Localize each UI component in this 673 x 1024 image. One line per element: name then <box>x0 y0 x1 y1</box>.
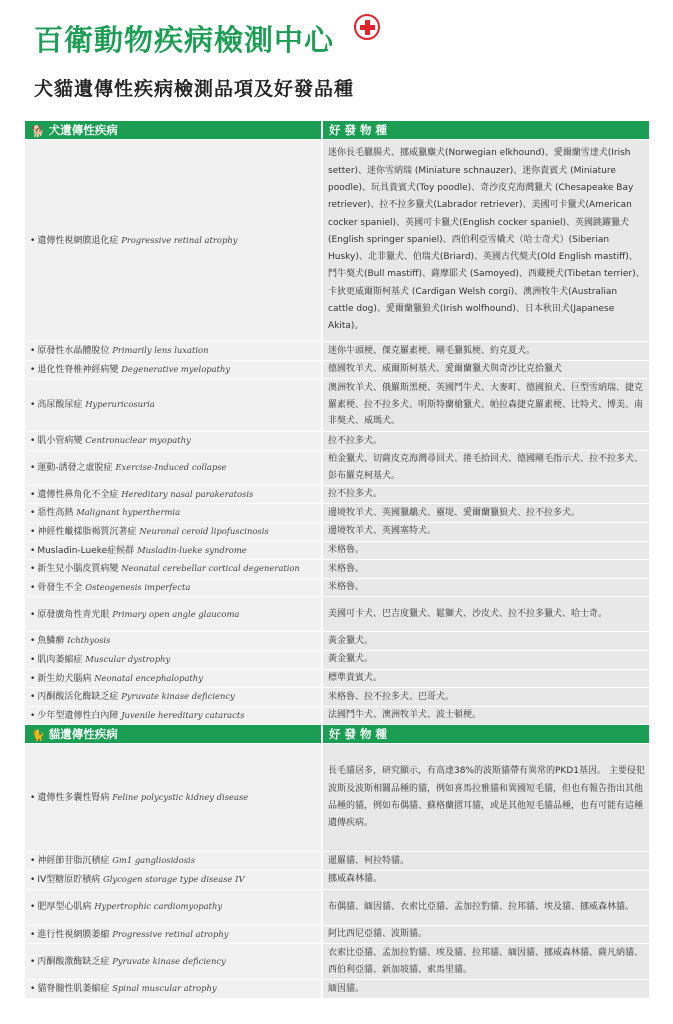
breeds-cell: 米格魯。 <box>322 578 649 597</box>
cat-breeds-column-header: 好 發 物 種 <box>322 725 649 744</box>
breeds-cell: 緬因貓。 <box>322 980 649 999</box>
disease-name-zh: 丙酮酸激酶缺乏症 <box>37 956 110 967</box>
disease-name-en: Juvenile hereditary cataracts <box>121 709 245 720</box>
breeds-cell: 布偶貓、緬因貓、衣索比亞貓、孟加拉豹貓、拉邦貓、埃及貓、挪威森林貓。 <box>322 889 649 925</box>
bullet: • <box>30 636 36 647</box>
disease-name-en: Hereditary nasal parakeratosis <box>121 488 254 499</box>
disease-name-cell <box>25 852 322 871</box>
disease-name-zh: 運動-誘發之虛脫症 <box>37 462 113 473</box>
table-row <box>25 522 649 541</box>
breeds-cell: 迷你長毛臘腸犬、挪威獵麋犬(Norwegian elkhound)、愛爾蘭雪達犬(Irish setter)、迷你雪納瑞 (Miniature schnauzer)、迷你貴賓犬 (Miniature poodle)、玩具貴賓犬(Toy poodle)、奇沙皮克海灣獵犬 (Chesapeake Bay retriever)、拉不拉多獵犬(Labrador retriever)、美國可卡獵犬(American cocker spaniel)、英國可卡獵犬(English cocker spaniel)、英國跳躍獵犬(English springer spaniel)、西伯利亞雪橇犬（哈士奇犬）(Siberian Husky)、北非獵犬、伯瑞犬(Briard)、英國古代獒犬(Old English mastiff)、鬥牛獒犬(Bull mastiff)、薩摩耶犬 (Samoyed)、西藏梗犬(Tibetan terrier)、卡狄更威爾斯柯基犬 (Cardigan Welsh corgi)、澳洲牧牛犬(Australian cattle dog)、愛爾蘭獵狼犬(Irish wolfhound)、日本秋田犬(Japanese Akita)。 <box>322 140 649 342</box>
disease-name-cell <box>25 650 322 669</box>
disease-name-cell <box>25 688 322 707</box>
disease-name-zh: 退化性脊椎神經病變 <box>37 364 119 375</box>
breeds-cell: 澳洲牧羊犬、俄羅斯黑梗、英國鬥牛犬、大麥町、德國狼犬、巨型雪納瑞、捷克羅素梗、拉不拉多犬、明斯特蘭槍獵犬、帕拉森捷克羅素梗、比特犬、博美、南非獒犬、威瑪犬。 <box>322 379 649 432</box>
disease-name-en: Pyruvate kinase deficiency <box>121 691 235 702</box>
bullet: • <box>30 692 36 703</box>
disease-name-cell <box>25 541 322 560</box>
breeds-cell: 阿比西尼亞貓、波斯貓。 <box>322 925 649 944</box>
red-cross-icon <box>354 14 380 40</box>
disease-name-zh: 丙酮酸活化酶缺乏症 <box>37 692 119 703</box>
table-row <box>25 870 649 889</box>
table-row <box>25 360 649 379</box>
table-row <box>25 504 649 523</box>
dog-section-title <box>25 121 322 140</box>
disease-name-en: Glycogen storage type disease IV <box>103 873 245 884</box>
bullet: • <box>30 984 36 995</box>
brand-header <box>34 18 334 62</box>
disease-name-zh: 貓脊髓性肌萎縮症 <box>37 984 110 995</box>
disease-name-cell <box>25 140 322 342</box>
breeds-cell: 拉不拉多犬。 <box>322 432 649 451</box>
disease-name-en: Feline polycystic kidney disease <box>112 792 249 803</box>
bullet: • <box>30 609 36 620</box>
bullet: • <box>30 545 36 556</box>
table-row <box>25 706 649 725</box>
dog-icon: 🐕 <box>31 125 45 138</box>
disease-name-cell <box>25 560 322 579</box>
disease-name-zh: 原發廣角性青光眼 <box>37 609 110 620</box>
disease-name-zh: 少年型遺傳性白內障 <box>37 710 119 721</box>
bullet: • <box>30 673 36 684</box>
cat-section-title-label: 貓遺傳性疾病 <box>48 727 118 742</box>
disease-name-zh: 進行性視網膜萎縮 <box>37 929 110 940</box>
disease-name-en: Ichthyosis <box>67 635 111 646</box>
table-row <box>25 560 649 579</box>
disease-name-zh: 肌小管病變 <box>37 436 83 447</box>
disease-name-zh: 遺傳性視網膜退化症 <box>37 235 119 246</box>
disease-name-zh: 新生幼犬腦病 <box>37 673 92 684</box>
bullet: • <box>30 364 36 375</box>
disease-name-en: Musladin-lueke syndrome <box>137 544 247 555</box>
breeds-cell: 拉不拉多犬。 <box>322 485 649 504</box>
table-row <box>25 632 649 651</box>
table-row <box>25 688 649 707</box>
disease-name-cell <box>25 432 322 451</box>
bullet: • <box>30 654 36 665</box>
breeds-cell: 迷你牛頭梗、傑克羅素梗、剛毛獵狐梗、約克夏犬。 <box>322 342 649 361</box>
bullet: • <box>30 564 36 575</box>
breeds-cell: 米格魯、拉不拉多犬、巴哥犬。 <box>322 688 649 707</box>
table-row <box>25 980 649 999</box>
table-row <box>25 852 649 871</box>
disease-name-en: Centronuclear myopathy <box>85 435 191 446</box>
disease-name-zh: 高尿酸尿症 <box>37 400 83 411</box>
disease-name-zh: 神經性蠟樣脂褐質沉著症 <box>37 526 137 537</box>
bullet: • <box>30 956 36 967</box>
page-subtitle: 犬貓遺傳性疾病檢測品項及好發品種 <box>34 78 355 100</box>
disease-name-cell <box>25 450 322 485</box>
dog-section-header <box>25 121 649 140</box>
bullet: • <box>30 902 36 913</box>
disease-name-cell <box>25 597 322 632</box>
table-row <box>25 450 649 485</box>
disease-name-en: Exercise-Induced collapse <box>115 461 227 472</box>
disease-table <box>25 121 649 999</box>
disease-name-en: Neonatal encephalopathy <box>94 672 203 683</box>
disease-name-zh: 骨發生不全 <box>37 582 83 593</box>
disease-name-en: Progressive retinal atrophy <box>112 928 229 939</box>
disease-name-en: Osteogenesis imperfecta <box>85 581 191 592</box>
bullet: • <box>30 929 36 940</box>
cat-icon: 🐈 <box>31 729 45 743</box>
breeds-cell: 黃金獵犬。 <box>322 650 649 669</box>
disease-name-en: Degenerative myelopathy <box>121 363 231 374</box>
bullet: • <box>30 346 36 356</box>
breeds-cell: 法國鬥牛犬、澳洲牧羊犬、波士頓梗。 <box>322 706 649 725</box>
table-row <box>25 140 649 342</box>
bullet: • <box>30 462 36 473</box>
breeds-cell: 長毛貓居多，研究顯示，有高達38%的波斯貓帶有異常的PKD1基因。 主要侵犯波斯及波斯相關品種的貓，例如喜馬拉雅貓和異國短毛貓，但也有報告指出其他品種的貓，例如布偶貓、蘇格蘭摺耳貓，或是其他短毛貓品種，也有可能有這種遺傳疾病。 <box>322 744 649 852</box>
breeds-cell: 暹羅貓、柯拉特貓。 <box>322 852 649 871</box>
disease-name-en: Malignant hyperthermia <box>76 507 181 518</box>
bullet: • <box>30 235 36 246</box>
table-row <box>25 342 649 361</box>
table-row <box>25 889 649 925</box>
disease-name-zh: 遺傳性多囊性腎病 <box>37 793 110 804</box>
bullet: • <box>30 856 36 867</box>
dog-section-title-label: 犬遺傳性疾病 <box>48 123 118 137</box>
disease-name-cell <box>25 342 322 361</box>
disease-name-en: Neonatal cerebellar cortical degeneration <box>121 563 300 574</box>
disease-name-zh: 原發性水晶體脫位 <box>37 346 110 356</box>
bullet: • <box>30 793 36 804</box>
table-row <box>25 744 649 852</box>
disease-name-cell <box>25 379 322 432</box>
disease-name-en: Progressive retinal atrophy <box>121 234 238 245</box>
bullet: • <box>30 526 36 537</box>
breeds-cell: 挪威森林貓。 <box>322 870 649 889</box>
disease-name-zh: IV型糖原貯積病 <box>37 874 101 885</box>
breeds-cell: 黃金獵犬。 <box>322 632 649 651</box>
breeds-cell: 衣索比亞貓、孟加拉豹貓、埃及貓、拉邦貓、緬因貓、挪威森林貓、薩凡納貓、西伯利亞貓、新加坡貓、索馬里貓。 <box>322 944 649 980</box>
disease-name-cell <box>25 485 322 504</box>
disease-name-en: Hyperuricosuria <box>85 399 155 410</box>
bullet: • <box>30 710 36 721</box>
bullet: • <box>30 874 36 885</box>
disease-name-en: Primarily lens luxation <box>112 345 209 355</box>
disease-name-zh: Musladin-Lueke症候群 <box>37 545 135 556</box>
table-row <box>25 541 649 560</box>
cat-section-header <box>25 725 649 744</box>
disease-name-cell <box>25 870 322 889</box>
breeds-cell: 德國牧羊犬、威爾斯柯基犬、愛爾蘭獵犬與奇沙比克拾獵犬 <box>322 360 649 379</box>
disease-name-en: Pyruvate kinase deficiency <box>112 955 226 966</box>
disease-name-cell <box>25 925 322 944</box>
table-row <box>25 925 649 944</box>
disease-name-zh: 肥厚型心肌病 <box>37 902 92 913</box>
table-row <box>25 944 649 980</box>
bullet: • <box>30 400 36 411</box>
cat-section-title <box>25 725 322 744</box>
disease-name-cell <box>25 706 322 725</box>
table-row <box>25 669 649 688</box>
breeds-cell: 標準貴賓犬。 <box>322 669 649 688</box>
bullet: • <box>30 489 36 500</box>
disease-name-en: Hypertrophic cardiomyopathy <box>94 901 223 912</box>
breeds-cell: 邊境牧羊犬、英國獵鷸犬、靈堤、愛爾蘭獵狼犬、拉不拉多犬。 <box>322 504 649 523</box>
breeds-cell: 美國可卡犬、巴吉度獵犬、鬆獅犬、沙皮犬、拉不拉多獵犬、哈士奇。 <box>322 597 649 632</box>
disease-name-en: Neuronal ceroid lipofuscinosis <box>139 525 269 536</box>
disease-name-cell <box>25 632 322 651</box>
bullet: • <box>30 582 36 593</box>
disease-name-zh: 魚鱗癬 <box>37 636 65 647</box>
breeds-cell: 柏金獵犬、切薩皮克海灣尋回犬、捲毛拾回犬、德國剛毛指示犬、拉不拉多犬、彭布羅克柯基犬。 <box>322 450 649 485</box>
disease-name-zh: 惡性高熱 <box>37 508 74 519</box>
disease-name-en: Spinal muscular atrophy <box>112 983 217 994</box>
dog-breeds-column-header: 好 發 物 種 <box>322 121 649 140</box>
disease-name-zh: 肌肉萎縮症 <box>37 654 83 665</box>
disease-name-zh: 神經節苷脂沉積症 <box>37 856 110 867</box>
table-row <box>25 379 649 432</box>
table-row <box>25 578 649 597</box>
breeds-cell: 邊境牧羊犬、英國塞特犬。 <box>322 522 649 541</box>
disease-name-en: Gm1 gangliosidosis <box>112 855 195 866</box>
table-row <box>25 485 649 504</box>
disease-name-cell <box>25 669 322 688</box>
disease-name-zh: 新生兒小腦皮質病變 <box>37 564 119 575</box>
bullet: • <box>30 436 36 447</box>
breeds-cell: 米格魯。 <box>322 541 649 560</box>
disease-name-zh: 遺傳性鼻角化不全症 <box>37 489 119 500</box>
disease-name-en: Muscular dystrophy <box>85 653 171 664</box>
disease-name-en: Primary open angle glaucoma <box>112 608 240 619</box>
table-row <box>25 597 649 632</box>
disease-name-cell <box>25 744 322 852</box>
table-row <box>25 650 649 669</box>
disease-name-cell <box>25 944 322 980</box>
brand-title: 百衛動物疾病檢測中心 <box>34 23 335 57</box>
table-row <box>25 432 649 451</box>
disease-name-cell <box>25 522 322 541</box>
disease-name-cell <box>25 980 322 999</box>
breeds-cell: 米格魯。 <box>322 560 649 579</box>
disease-name-cell <box>25 889 322 925</box>
bullet: • <box>30 508 36 519</box>
disease-name-cell <box>25 360 322 379</box>
disease-name-cell <box>25 578 322 597</box>
disease-name-cell <box>25 504 322 523</box>
